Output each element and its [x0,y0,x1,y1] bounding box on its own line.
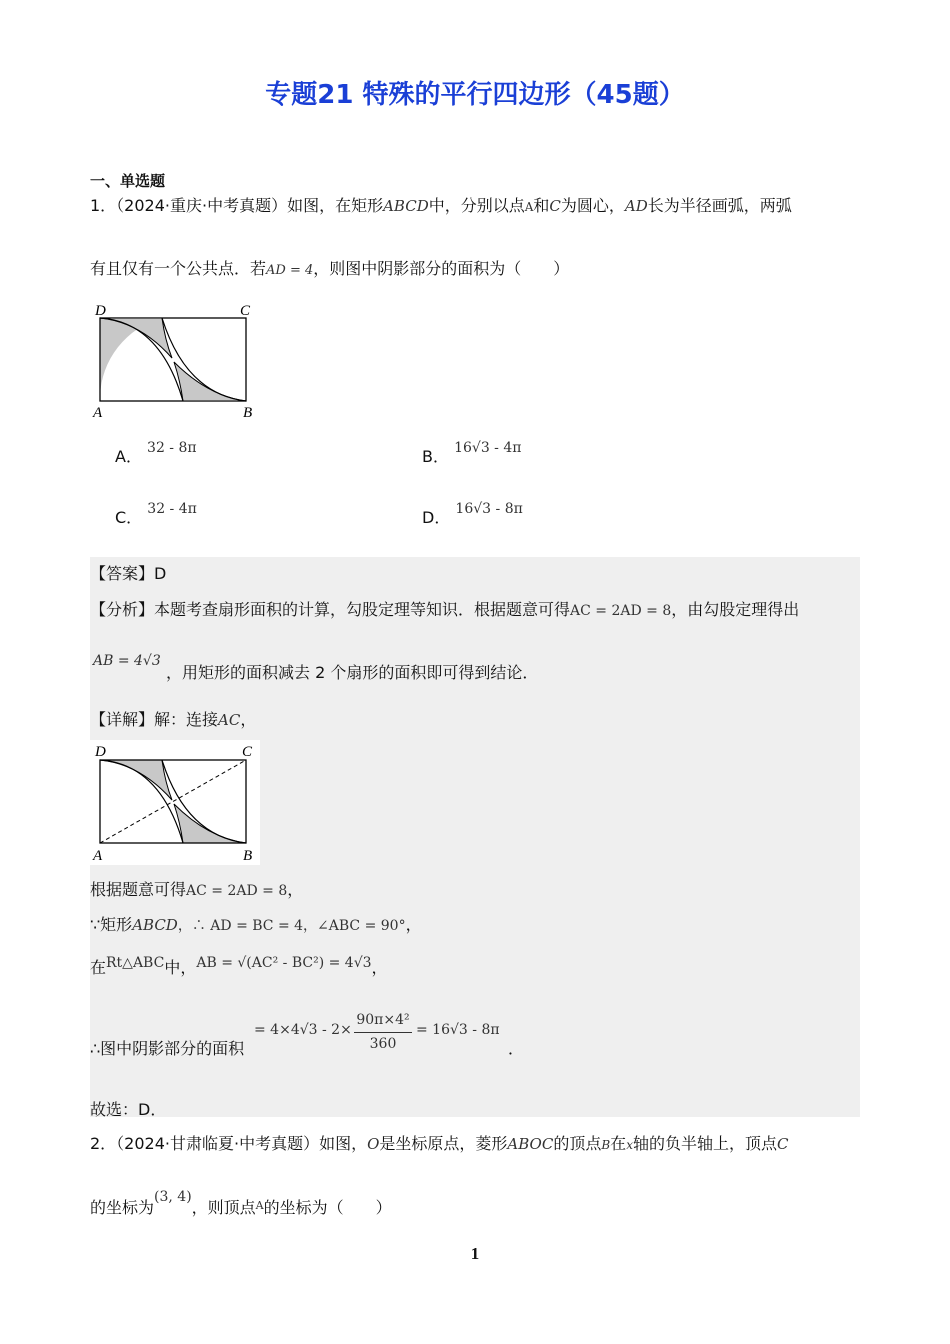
math-o: O [367,1135,380,1153]
label-d: D [95,744,106,760]
step-text: ∵矩形 [90,915,133,934]
option-key: A． [115,447,142,466]
option-value: 32 - 8π [147,440,197,456]
q2-text: ，则顶点 [191,1198,256,1217]
label-a: A [93,848,103,864]
detail-text: 【详解】解：连接 [90,710,219,729]
math-ad: AD [624,197,648,215]
analysis-text: ，由勾股定理得出 [671,600,800,619]
option-key: D． [422,508,451,527]
q2-text: 的顶点 [553,1134,602,1153]
step-text: ， [287,880,304,899]
q1-text: 为圆心， [560,196,625,215]
math-abcd: ABCD [132,916,178,934]
option-b[interactable] [422,440,522,467]
q2-line2 [90,1189,392,1218]
q2-text: 2．（2024·甘肃临夏·中考真题）如图， [90,1134,368,1153]
math-b: B [601,1138,611,1152]
math-ab: AB = 4√3 [93,653,161,669]
page-number: 1 [470,1244,480,1263]
page-title: 专题21 特殊的平行四边形（45题） [265,80,685,110]
math-c: C [549,197,561,215]
q1-text: 有且仅有一个公共点．若 [90,259,267,278]
label-a: A [93,405,103,421]
math-abcd: ABCD [383,197,429,215]
step4-denominator: 360 [369,1036,397,1052]
q1-figure [90,300,260,422]
option-c[interactable] [115,501,197,528]
label-b: B [243,848,253,864]
math-coord: (3, 4) [154,1189,192,1205]
step-text: 在 [90,958,107,977]
step-text: ， [371,958,388,977]
detail-text: ， [240,710,257,729]
math-ac-2ad: AC = 2AD = 8 [186,883,288,899]
final-answer: 故选：D． [90,1100,167,1119]
math-ad-bc: ，∴ AD = BC = 4，∠ABC = 90° [177,918,406,934]
option-key: C． [115,508,143,527]
math-x: x [626,1138,633,1152]
analysis-ab [93,650,161,669]
step4-label: ∴图中阴影部分的面积 [90,1039,245,1058]
detail-line [90,707,256,730]
step-text: ， [405,915,422,934]
math-triangle: Rt△ABC [106,955,165,971]
label-c: C [242,744,253,760]
option-value: 32 - 4π [147,501,197,517]
q2-line1 [90,1131,788,1154]
answer-line: 【答案】D [90,564,167,583]
section-heading: 一、单选题 [90,172,166,190]
step2 [90,912,422,935]
q2-text: 的坐标为 [90,1198,155,1217]
fraction-bar [354,1032,412,1033]
step4-end: ． [508,1039,525,1058]
math-a: A [524,200,534,214]
step3 [90,955,388,978]
q2-text: 在 [610,1134,627,1153]
q1-text: 1．（2024·重庆·中考真题）如图，在矩形 [90,196,384,215]
detail-figure [90,740,260,865]
label-d: D [95,303,106,319]
step4-right: = 16√3 - 8π [416,1022,500,1038]
step-text: 中， [164,958,197,977]
math-pythagoras: AB = √(AC² - BC²) = 4√3 [196,955,372,971]
q1-text: 和 [533,196,550,215]
q1-line2 [90,256,569,279]
q2-text: 是坐标原点，菱形 [379,1134,508,1153]
option-d[interactable] [422,501,523,528]
math-aboc: ABOC [507,1135,554,1153]
option-a[interactable] [115,440,197,467]
analysis-line2: ，用矩形的面积减去 2 个扇形的面积即可得到结论． [166,663,539,682]
option-key: B． [422,447,449,466]
option-value: 16√3 - 4π [454,440,522,456]
step4-left: = 4×4√3 - 2× [254,1022,352,1038]
step-text: 根据题意可得 [90,880,187,899]
step1 [90,877,303,900]
math-a: A [255,1199,264,1212]
math-c: C [776,1135,789,1153]
q2-text: 的坐标为（ ） [263,1198,392,1217]
label-b: B [243,405,253,421]
q1-text: ，则图中阴影部分的面积为（ ） [313,259,570,278]
q1-text: 中，分别以点 [428,196,525,215]
q1-text: 长为半径画弧，两弧 [647,196,792,215]
option-value: 16√3 - 8π [455,501,523,517]
step4-numerator: 90π×4² [356,1012,410,1028]
q1-line1 [90,193,792,216]
math-ac: AC [218,711,241,729]
label-c: C [240,303,251,319]
math-ac-2ad: AC = 2AD = 8 [570,603,672,619]
analysis-line1 [90,597,799,620]
q2-text: 轴的负半轴上，顶点 [632,1134,777,1153]
analysis-text: 【分析】本题考查扇形面积的计算，勾股定理等知识．根据题意可得 [90,600,571,619]
math-ad4: AD = 4 [266,263,314,278]
